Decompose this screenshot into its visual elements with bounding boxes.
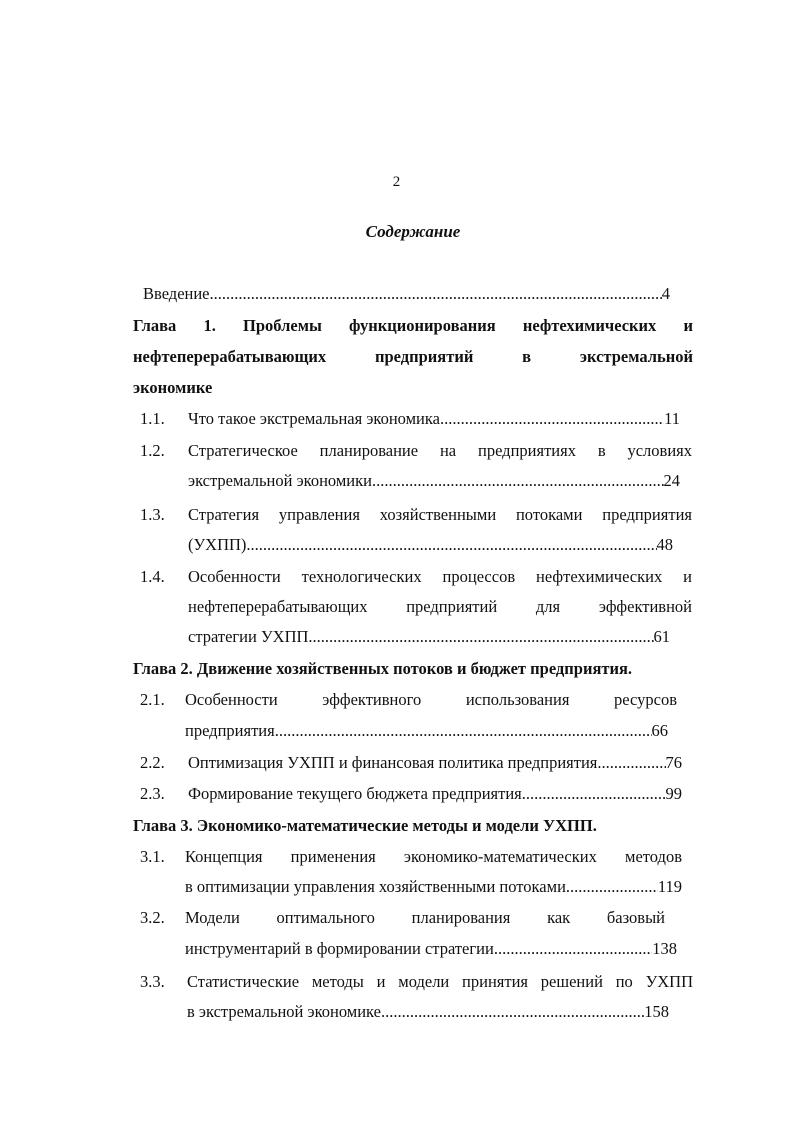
entry-page: 76	[665, 753, 682, 772]
toc-entry-2-2[interactable]	[188, 753, 682, 773]
entry-text: Введение	[143, 284, 210, 303]
chapter-1-heading[interactable]: Глава 1. Проблемы функционирования нефтехимических и	[133, 316, 693, 335]
entry-page: 119	[657, 877, 682, 896]
dot-leader	[246, 535, 656, 555]
section-number: 1.1.	[140, 409, 165, 428]
toc-entry-2-3[interactable]	[188, 784, 682, 804]
section-number: 1.3.	[140, 505, 165, 524]
chapter-3-heading[interactable]: Глава 3. Экономико-математические методы и модели УХПП.	[133, 816, 597, 835]
toc-entry-1-2[interactable]: Стратегическое планирование на предприятиях в условиях	[188, 441, 692, 460]
entry-page: 138	[652, 939, 677, 958]
entry-text: Формирование текущего бюджета предприятия	[188, 784, 522, 803]
section-number: 2.3.	[140, 784, 165, 803]
toc-entry-3-1-cont[interactable]	[185, 877, 682, 897]
toc-entry-2-1-cont[interactable]	[185, 721, 668, 741]
entry-page: 48	[656, 535, 673, 554]
entry-text: Оптимизация УХПП и финансовая политика предприятия	[188, 753, 598, 772]
entry-page: 66	[651, 721, 668, 740]
dot-leader	[372, 471, 664, 491]
dot-leader	[308, 627, 653, 647]
entry-page: 158	[644, 1002, 669, 1021]
section-number: 2.2.	[140, 753, 165, 772]
section-number: 1.4.	[140, 567, 165, 586]
dot-leader	[279, 721, 652, 741]
toc-entry-3-3-cont[interactable]	[187, 1002, 669, 1022]
dot-leader	[210, 284, 662, 304]
page-number: 2	[392, 174, 401, 190]
entry-text: Что такое экстремальная экономика	[188, 409, 440, 428]
dot-leader	[522, 784, 666, 804]
toc-entry-1-3-cont[interactable]	[188, 535, 673, 555]
section-number: 3.1.	[140, 847, 165, 866]
toc-entry-2-1[interactable]: Особенности эффективного использования ресурсов	[185, 690, 677, 709]
entry-text: в оптимизации управления хозяйственными потоками	[185, 877, 566, 896]
toc-entry-1-1[interactable]	[188, 409, 680, 429]
entry-page: 11	[664, 409, 680, 428]
toc-entry-intro[interactable]	[143, 284, 670, 304]
section-number: 3.3.	[140, 972, 165, 991]
toc-entry-3-1[interactable]: Концепция применения экономико-математических методов	[185, 847, 682, 866]
entry-page: 99	[665, 784, 682, 803]
entry-text: стратегии УХПП	[188, 627, 309, 646]
toc-entry-3-3[interactable]: Статистические методы и модели принятия решений по УХПП	[187, 972, 693, 991]
entry-text: экстремальной экономики	[188, 471, 372, 490]
page-title: Содержание	[365, 222, 461, 241]
entry-text: предприятия.	[185, 721, 279, 740]
entry-page: 24	[663, 471, 680, 490]
toc-entry-1-4-cont: нефтеперерабатывающих предприятий для эффективной	[188, 597, 692, 616]
section-number: 3.2.	[140, 908, 165, 927]
toc-entry-1-4-last[interactable]	[188, 627, 670, 647]
dot-leader	[566, 877, 658, 897]
section-number: 1.2.	[140, 441, 165, 460]
entry-text: в экстремальной экономике	[187, 1002, 381, 1021]
dot-leader	[494, 939, 652, 959]
entry-page: 61	[653, 627, 670, 646]
chapter-1-heading: экономике	[133, 378, 213, 397]
dot-leader	[597, 753, 665, 773]
toc-entry-1-2-cont[interactable]	[188, 471, 680, 491]
entry-text: инструментарий в формировании стратегии	[185, 939, 494, 958]
dot-leader	[381, 1002, 644, 1022]
entry-text: (УХПП)	[188, 535, 247, 554]
section-number: 2.1.	[140, 690, 165, 709]
toc-entry-1-3[interactable]: Стратегия управления хозяйственными потоками предприятия	[188, 505, 692, 524]
chapter-1-heading: нефтеперерабатывающих предприятий в экстремальной	[133, 347, 693, 366]
toc-entry-1-4[interactable]: Особенности технологических процессов нефтехимических и	[188, 567, 692, 586]
entry-page: 4	[661, 284, 670, 303]
dot-leader	[440, 409, 664, 429]
toc-entry-3-2-cont[interactable]	[185, 939, 677, 959]
toc-entry-3-2[interactable]: Модели оптимального планирования как базовый	[185, 908, 665, 927]
chapter-2-heading[interactable]: Глава 2. Движение хозяйственных потоков и бюджет предприятия.	[133, 659, 633, 678]
